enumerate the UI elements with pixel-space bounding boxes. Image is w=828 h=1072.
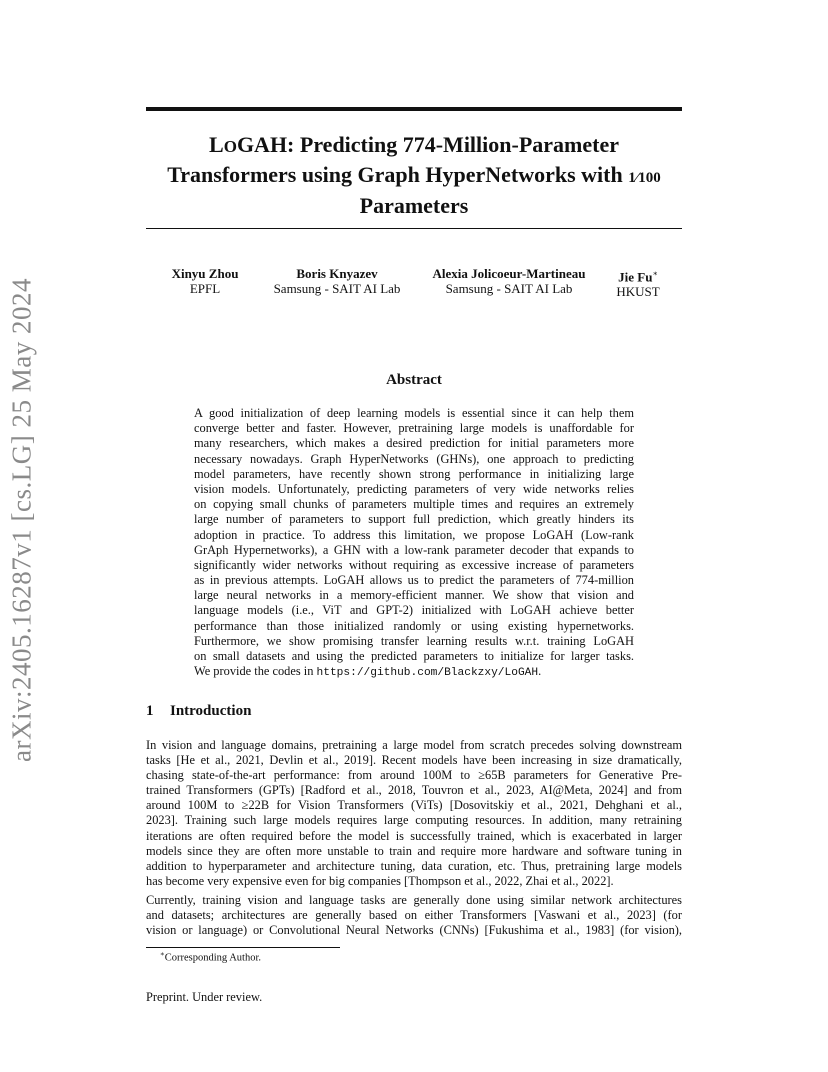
body-line: models since they are often more unstable to train and require more hardware and software tuning in (146, 843, 682, 858)
intro-paragraph-2 (146, 893, 682, 938)
paper-title (146, 131, 682, 220)
body-line: Currently, training vision and language tasks are generally done using similar network architectures (146, 893, 682, 907)
abstract-line: large neural networks in a memory-efficient manner. We show that vision and (194, 588, 634, 603)
body-line: around 100M to ≥22B for Vision Transformers (ViTs) [Dosovitskiy et al., 2021, Dehghani et al., (146, 798, 682, 813)
intro-paragraph-1 (146, 738, 682, 889)
title-line-2: Transformers using Graph HyperNetworks with 1⁄100 (167, 162, 661, 187)
footnote-text: Corresponding Author. (164, 952, 262, 964)
body-line: tasks [He et al., 2021, Devlin et al., 2019]. Recent models have been increasing in size dramatically, (146, 753, 682, 768)
abstract-line: on copying small chunks of parameters multiple times and requires an extremely (194, 497, 634, 512)
abstract-line: We provide the codes in https://github.com/Blackzxy/LoGAH. (194, 664, 542, 680)
section-title: Introduction (170, 703, 252, 719)
body-line: has become very expensive even for big companies [Thompson et al., 2022, Zhai et al., 2022]. (146, 873, 614, 888)
abstract-line: as in previous attempts. LoGAH allows us to predict the parameters of 774-million (194, 573, 634, 588)
author: Boris Knyazev Samsung - SAIT AI Lab (273, 266, 401, 296)
section-heading-introduction (146, 703, 251, 720)
author: Jie Fu∗ HKUST (616, 269, 660, 300)
author: Alexia Jolicoeur-Martineau Samsung - SAIT AI Lab (432, 266, 586, 296)
abstract-line: language models (i.e., ViT and GPT-2) initialized with LoGAH achieve better (194, 603, 634, 618)
abstract-line: on small datasets and using the predicted parameters to initialize for larger tasks. (194, 649, 634, 663)
fraction-one-hundredth: 1⁄100 (628, 170, 661, 186)
body-line: vision or language) or Convolutional Neural Networks (CNNs) [Fukushima et al., 1983] (for vision), (146, 923, 682, 938)
arxiv-stamp-text: arXiv:2405.16287v1 [cs.LG] 25 May 2024 (6, 278, 37, 762)
abstract-line: necessary nowadays. Graph HyperNetworks (GHNs), one approach to predicting (194, 451, 634, 466)
abstract-line: significantly wider networks without requiring as excessive increase of parameters (194, 557, 634, 572)
author: Xinyu Zhou EPFL (171, 266, 239, 296)
footnote (160, 950, 261, 964)
abstract-line: performance than those initialized randomly or using existing hypernetworks. (194, 618, 634, 633)
title-line-3: Parameters (359, 193, 469, 218)
preprint-notice: Preprint. Under review. (146, 990, 263, 1004)
abstract-heading: Abstract (386, 372, 442, 388)
footnote-rule (146, 947, 340, 948)
abstract-line: vision models. Unfortunately, predicting parameters of very wide networks relies (194, 481, 634, 496)
author-block (146, 266, 682, 302)
section-number: 1 (146, 703, 154, 719)
corresponding-author-mark: ∗ (652, 269, 658, 278)
abstract-line: adoption in practice. To address this limitation, we propose LoGAH (Low-rank (194, 527, 634, 542)
abstract-line: many researchers, which makes a desired prediction for initial parameters more (194, 436, 634, 451)
body-line: trained Transformers (GPTs) [Radford et al., 2018, Touvron et al., 2023, AI@Meta, 2024] and from (146, 783, 682, 798)
title-top-rule (146, 107, 682, 111)
body-line: and datasets; architectures are generally based on either Transformers [Vaswani et al., 2023] (for (146, 908, 682, 923)
abstract-line: model parameters, have recently shown strong performance in initializing large (194, 466, 634, 481)
code-link[interactable]: https://github.com/Blackzxy/LoGAH (316, 667, 539, 680)
abstract-line: Furthermore, we show promising transfer learning results w.r.t. training LoGAH (194, 633, 634, 648)
abstract-body (194, 406, 634, 679)
body-line: 2023]. Training such large models requires large computing resources. In addition, many retraining (146, 813, 682, 828)
title-bottom-rule (146, 228, 682, 229)
body-line: addition to hyperparameter and architecture tuning, data curation, etc. Thus, pretraining large models (146, 858, 682, 873)
title-line-1: LOGAH: Predicting 774-Million-Parameter (209, 132, 619, 157)
body-line: chasing state-of-the-art performance: from around 100M to ≥65B parameters for Generative Pre- (146, 768, 682, 783)
footnote-mark: ∗ (160, 950, 165, 958)
abstract-line: large number of parameters to support full prediction, which greatly hinders its (194, 512, 634, 527)
abstract-line: converge better and faster. However, pretraining large models is unaffordable for (194, 421, 634, 436)
body-line: In vision and language domains, pretraining a large model from scratch precedes solving downstream (146, 738, 682, 752)
body-line: iterations are often required before the model is successfully trained, which is exacerbated in larger (146, 828, 682, 843)
abstract-line: GrAph Hypernetworks), a GHN with a low-rank parameter decoder that expands to (194, 542, 634, 557)
abstract-line: A good initialization of deep learning models is essential since it can help them (194, 406, 634, 420)
